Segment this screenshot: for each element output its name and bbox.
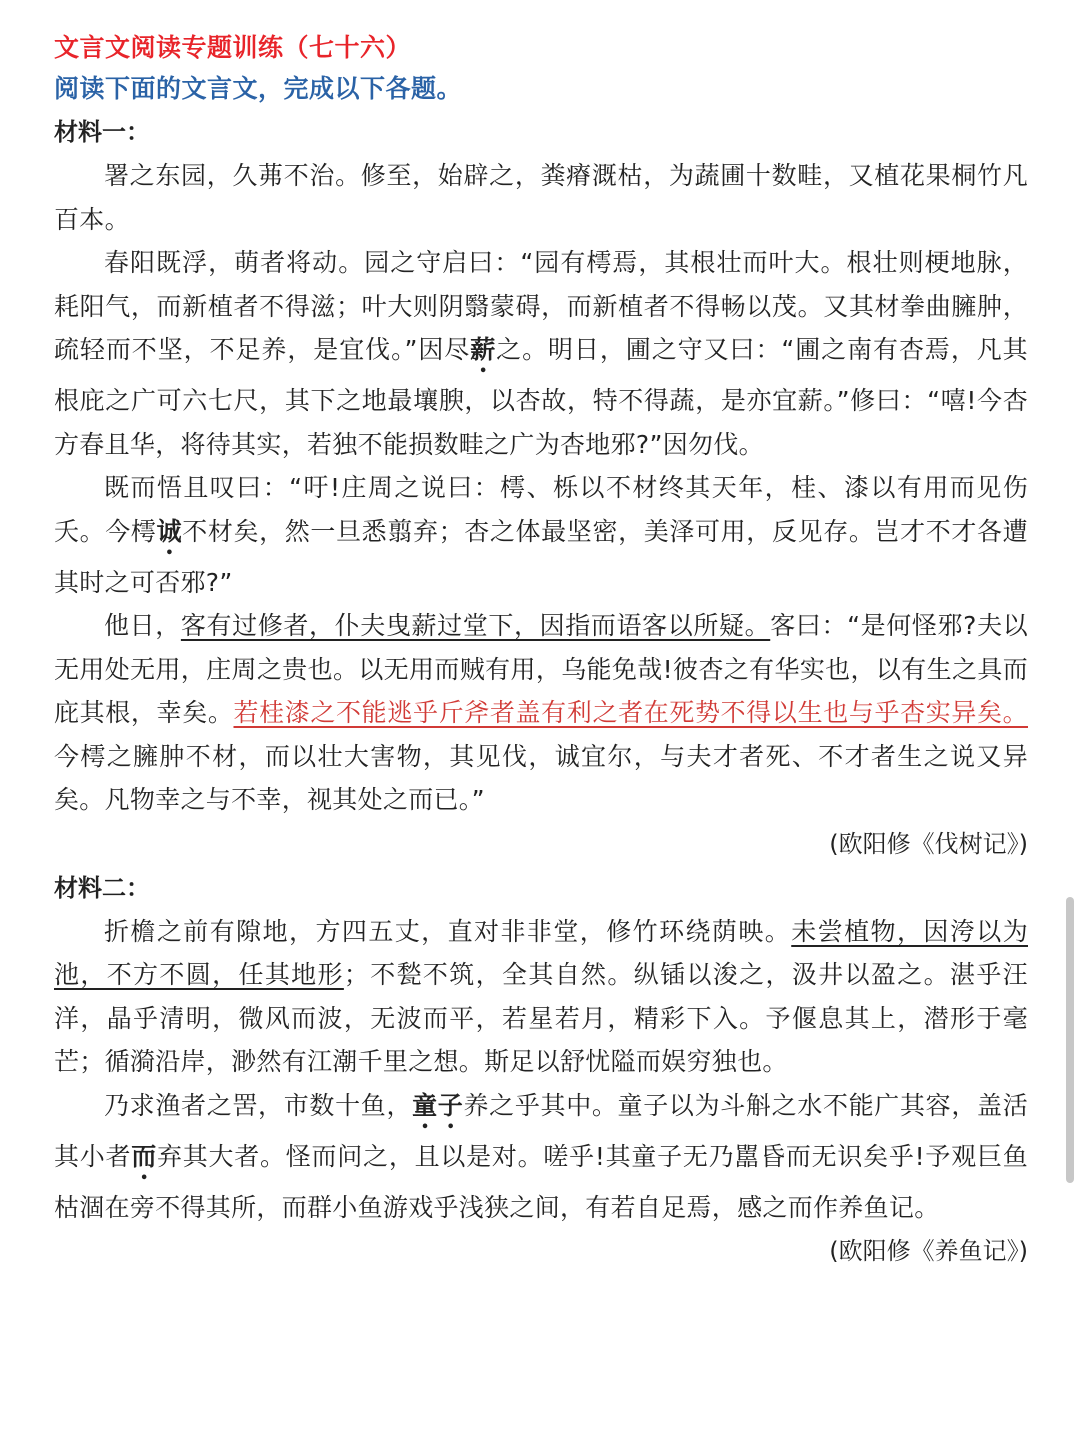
- emphasized-word: 而: [131, 1141, 158, 1171]
- text-segment: ；不甃不筑，全其自然。纵锸以浚之，汲井以盈之。湛乎汪洋，晶乎清明，微风而波，无波而平，若星若月，精彩下入。予偃息其上，潜形于毫芒；循漪沿岸，渺然有江潮千里之想。斯足以舒忧隘而娱穷独也。: [54, 960, 1028, 1076]
- underlined-sentence: 未尝植物，因洿以为池，不方不圆，任其地形: [54, 916, 1028, 989]
- material-two-source: (欧阳修《养鱼记》): [829, 1237, 1028, 1265]
- text-segment: 他日，: [104, 611, 181, 640]
- underlined-sentence: 客有过修者，仆夫曳薪过堂下，因指而语客以所疑。: [180, 611, 771, 640]
- emphasized-word: 诚: [156, 516, 183, 546]
- text-segment: 折檐之前有隙地，方四五丈，直对非非堂，修竹环绕荫映。: [104, 916, 792, 946]
- text-segment: 今樗之臃肿不材，而以壮大害物，其见伐，诚宜尔，与夫才者死、不才者生之说又异矣。凡物幸之与不幸，视其处之而已。”: [54, 741, 1028, 814]
- material-one-source: (欧阳修《伐树记》): [829, 829, 1028, 858]
- material-two-paragraph-2: [54, 1084, 1028, 1230]
- text-segment: 养之乎其中。童子以为斗斛之水不能广其容，盖活其小者: [54, 1090, 1028, 1171]
- text-segment: 客曰：“是何怪邪?夫以无用处无用，庄周之贵也。以无用而贼有用，乌能免哉!彼杏之有华实也，以有生之具而庇其根，幸矣。: [54, 611, 1028, 727]
- material-one-paragraph-4: [54, 604, 1028, 822]
- page-title: 文言文阅读专题训练（七十六）: [54, 33, 412, 62]
- material-one-paragraph-3: [54, 466, 1028, 604]
- emphasized-word: 薪: [470, 335, 497, 364]
- material-one-label: 材料一：: [54, 118, 150, 146]
- material-one-paragraph-2: [54, 241, 1028, 466]
- material-two-label: 材料二：: [54, 873, 150, 902]
- vertical-scrollbar[interactable]: [1066, 897, 1074, 1183]
- text-segment: 不材矣，然一旦悉翦弃；杏之体最坚密，美泽可用，反见存。岂才不才各遭其时之可否邪?”: [54, 516, 1028, 597]
- red-underlined-sentence: 若桂漆之不能逃乎斤斧者盖有利之者在死势不得以生也与乎杏实异矣。: [233, 698, 1028, 727]
- page-subtitle: 阅读下面的文言文，完成以下各题。: [54, 74, 463, 103]
- text-segment: 春阳既浮，萌者将动。园之守启曰：“园有樗焉，其根壮而叶大。根壮则梗地脉，耗阳气，而新植者不得滋；叶大则阴翳蒙碍，而新植者不得畅以茂。又其材拳曲臃肿，疏轻而不坚，不足养，是宜伐。”因尽: [54, 248, 1028, 364]
- text-segment: 既而悟且叹曰：“吁!庄周之说曰：樗、栎以不材终其天年，桂、漆以有用而见伤夭。今樗: [54, 473, 1028, 546]
- text-segment: 之。明日，圃之守又曰：“圃之南有杏焉，凡其根庇之广可六七尺，其下之地最壤腴，以杏故，特不得蔬，是亦宜薪。”修曰：“嘻!今杏方春且华，将待其实，若独不能损数畦之广为杏地邪?”因勿伐。: [54, 335, 1028, 459]
- emphasized-word: 童子: [412, 1090, 464, 1120]
- text-segment: 乃求渔者之罟，市数十鱼，: [104, 1090, 413, 1120]
- material-two-paragraph-1: [54, 910, 1028, 1084]
- material-one-paragraph-1: 署之东园，久茀不治。修至，始辟之，粪瘠溉枯，为蔬圃十数畦，又植花果桐竹凡百本。: [54, 161, 1028, 234]
- text-segment: 弃其大者。怪而问之，且以是对。嗟乎!其童子无乃嚚昏而无识矣乎!予观巨鱼枯涸在旁不得其所，而群小鱼游戏乎浅狭之间，有若自足焉，感之而作养鱼记。: [54, 1141, 1028, 1222]
- document-page: [54, 28, 1028, 1273]
